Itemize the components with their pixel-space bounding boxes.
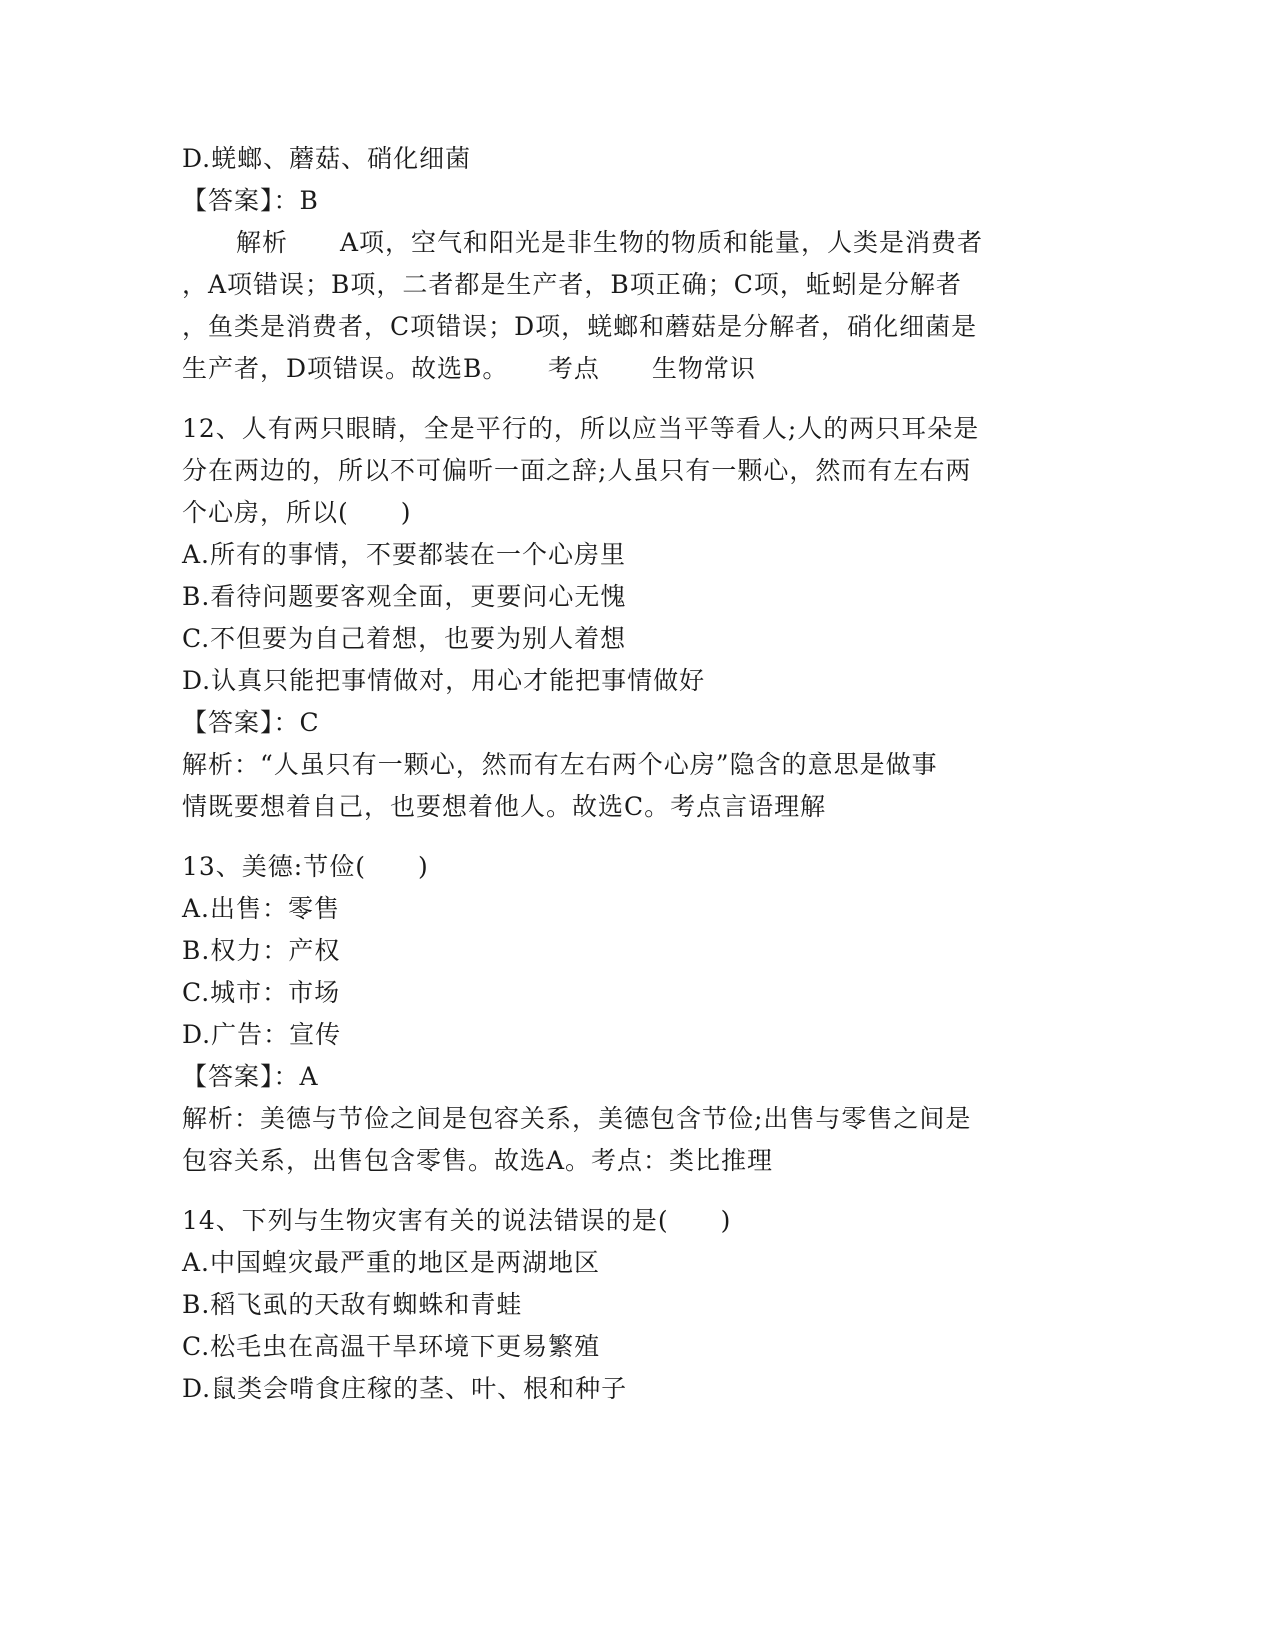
explanation-line: 解析：“人虽只有一颗心，然而有左右两个心房”隐含的意思是做事 — [182, 750, 938, 779]
explanation-line: 包容关系，出售包含零售。故选A。考点：类比推理 — [182, 1146, 774, 1175]
option-c: C.城市：市场 — [182, 978, 341, 1007]
option-b: B.权力：产权 — [182, 936, 341, 965]
question-13 — [182, 846, 1082, 1182]
option-d: D.蜣螂、蘑菇、硝化细菌 — [182, 144, 472, 173]
document-page — [182, 138, 1082, 1410]
option-b: B.稻飞虱的天敌有蜘蛛和青蛙 — [182, 1290, 523, 1319]
question-stem: 分在两边的，所以不可偏听一面之辞;人虽只有一颗心，然而有左右两 — [182, 456, 972, 485]
explanation-line: 解析 A项，空气和阳光是非生物的物质和能量，人类是消费者 — [236, 228, 984, 257]
question-stem: 13、美德:节俭( ) — [182, 852, 429, 881]
option-d: D.鼠类会啃食庄稼的茎、叶、根和种子 — [182, 1374, 628, 1403]
question-14 — [182, 1200, 1082, 1410]
option-c: C.松毛虫在高温干旱环境下更易繁殖 — [182, 1332, 601, 1361]
question-stem: 12、人有两只眼睛，全是平行的，所以应当平等看人;人的两只耳朵是 — [182, 414, 980, 443]
answer-line: 【答案】：C — [182, 708, 320, 737]
option-d: D.认真只能把事情做对，用心才能把事情做好 — [182, 666, 706, 695]
answer-line: 【答案】：B — [182, 186, 319, 215]
spacer — [182, 1182, 1082, 1200]
explanation-line: ，A项错误；B项，二者都是生产者，B项正确；C项，蚯蚓是分解者 — [182, 270, 962, 299]
option-a: A.中国蝗灾最严重的地区是两湖地区 — [182, 1248, 601, 1277]
option-a: A.所有的事情，不要都装在一个心房里 — [182, 540, 627, 569]
question-stem: 14、下列与生物灾害有关的说法错误的是( ) — [182, 1206, 732, 1235]
explanation-line: ，鱼类是消费者，C项错误；D项，蜣螂和蘑菇是分解者，硝化细菌是 — [182, 312, 978, 341]
question-12 — [182, 408, 1082, 828]
option-a: A.出售：零售 — [182, 894, 341, 923]
explanation-line: 解析：美德与节俭之间是包容关系，美德包含节俭;出售与零售之间是 — [182, 1104, 972, 1133]
explanation-line: 情既要想着自己，也要想着他人。故选C。考点言语理解 — [182, 792, 827, 821]
option-c: C.不但要为自己着想，也要为别人着想 — [182, 624, 627, 653]
question-11-tail — [182, 138, 1082, 390]
answer-line: 【答案】：A — [182, 1062, 319, 1091]
spacer — [182, 390, 1082, 408]
spacer — [182, 828, 1082, 846]
explanation-line: 生产者，D项错误。故选B。 考点 生物常识 — [182, 354, 756, 383]
question-stem: 个心房，所以( ) — [182, 498, 412, 527]
option-d: D.广告：宣传 — [182, 1020, 342, 1049]
option-b: B.看待问题要客观全面，更要问心无愧 — [182, 582, 627, 611]
